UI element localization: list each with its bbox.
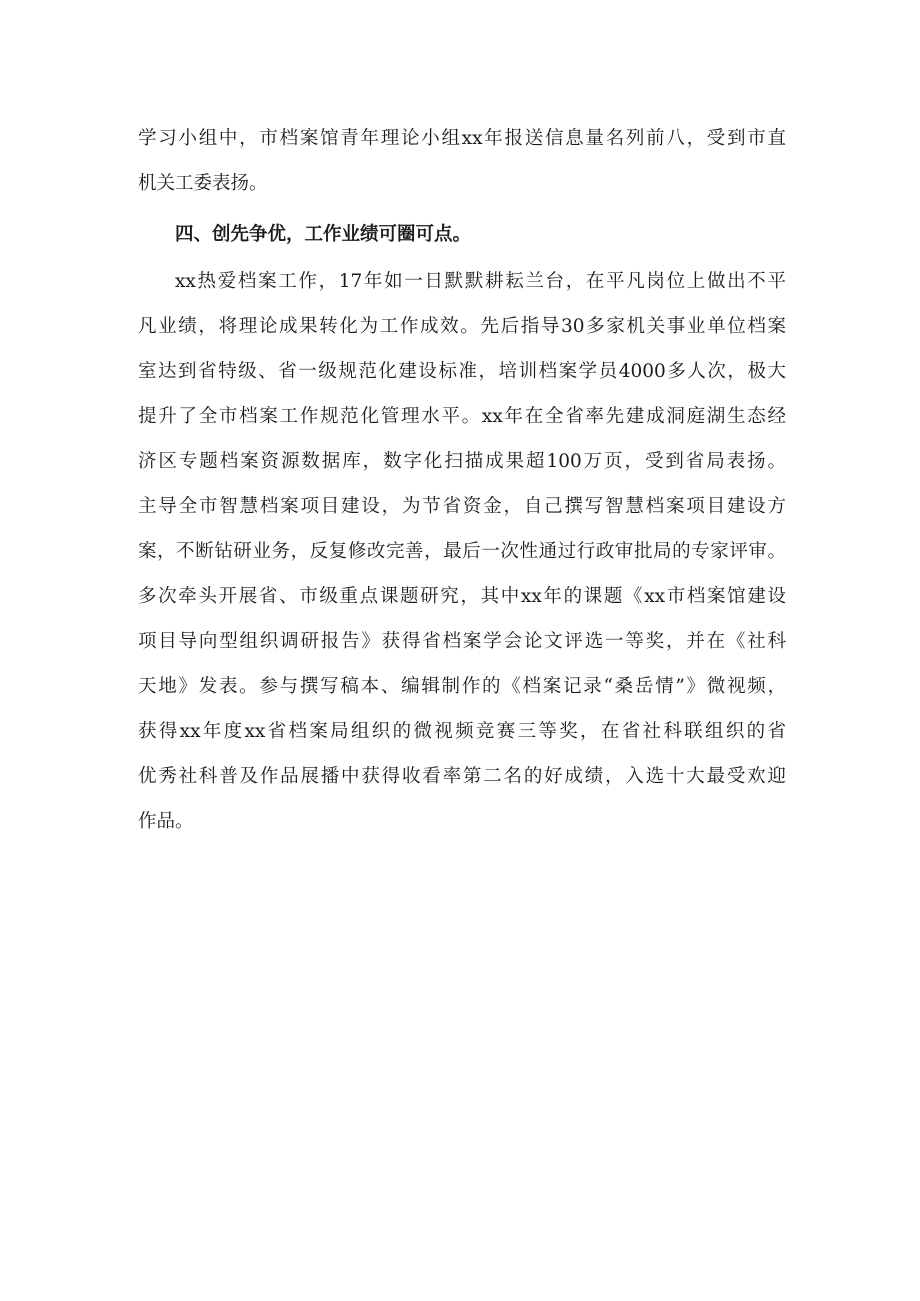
paragraph-line: 项目导向型组织调研报告》获得省档案学会论文评选一等奖，并在《社科 (138, 631, 786, 652)
paragraph-line: 提升了全市档案工作规范化管理水平。xx年在全省率先建成洞庭湖生态经 (138, 406, 786, 427)
paragraph-line: 主导全市智慧档案项目建设，为节省资金，自己撰写智慧档案项目建设方 (138, 496, 786, 517)
section-heading: 四、创先争优，工作业绩可圈可点。 (175, 224, 472, 245)
paragraph-continued (138, 116, 786, 206)
paragraph-line: 凡业绩，将理论成果转化为工作成效。先后指导30多家机关事业单位档案 (138, 316, 786, 337)
paragraph-line: 机关工委表扬。 (138, 173, 268, 194)
paragraph-line: 济区专题档案资源数据库，数字化扫描成果超100万页，受到省局表扬。 (138, 451, 786, 472)
paragraph-line: 获得xx年度xx省档案局组织的微视频竞赛三等奖，在省社科联组织的省 (138, 721, 786, 742)
paragraph-line: 作品。 (138, 811, 194, 832)
paragraph-line: 天地》发表。参与撰写稿本、编辑制作的《档案记录“桑岳情”》微视频， (138, 676, 786, 697)
paragraph-line: 学习小组中，市档案馆青年理论小组xx年报送信息量名列前八，受到市直 (138, 128, 786, 149)
paragraph-line: 优秀社科普及作品展播中获得收看率第二名的好成绩，入选十大最受欢迎 (138, 766, 786, 787)
section-heading-block (138, 212, 786, 257)
paragraph-line: 室达到省特级、省一级规范化建设标准，培训档案学员4000多人次，极大 (138, 361, 786, 382)
paragraph-main (138, 259, 786, 844)
paragraph-line: 案，不断钻研业务，反复修改完善，最后一次性通过行政审批局的专家评审。 (138, 541, 786, 562)
paragraph-line: 多次牵头开展省、市级重点课题研究，其中xx年的课题《xx市档案馆建设 (138, 586, 786, 607)
paragraph-line: xx热爱档案工作，17年如一日默默耕耘兰台，在平凡岗位上做出不平 (175, 271, 786, 292)
